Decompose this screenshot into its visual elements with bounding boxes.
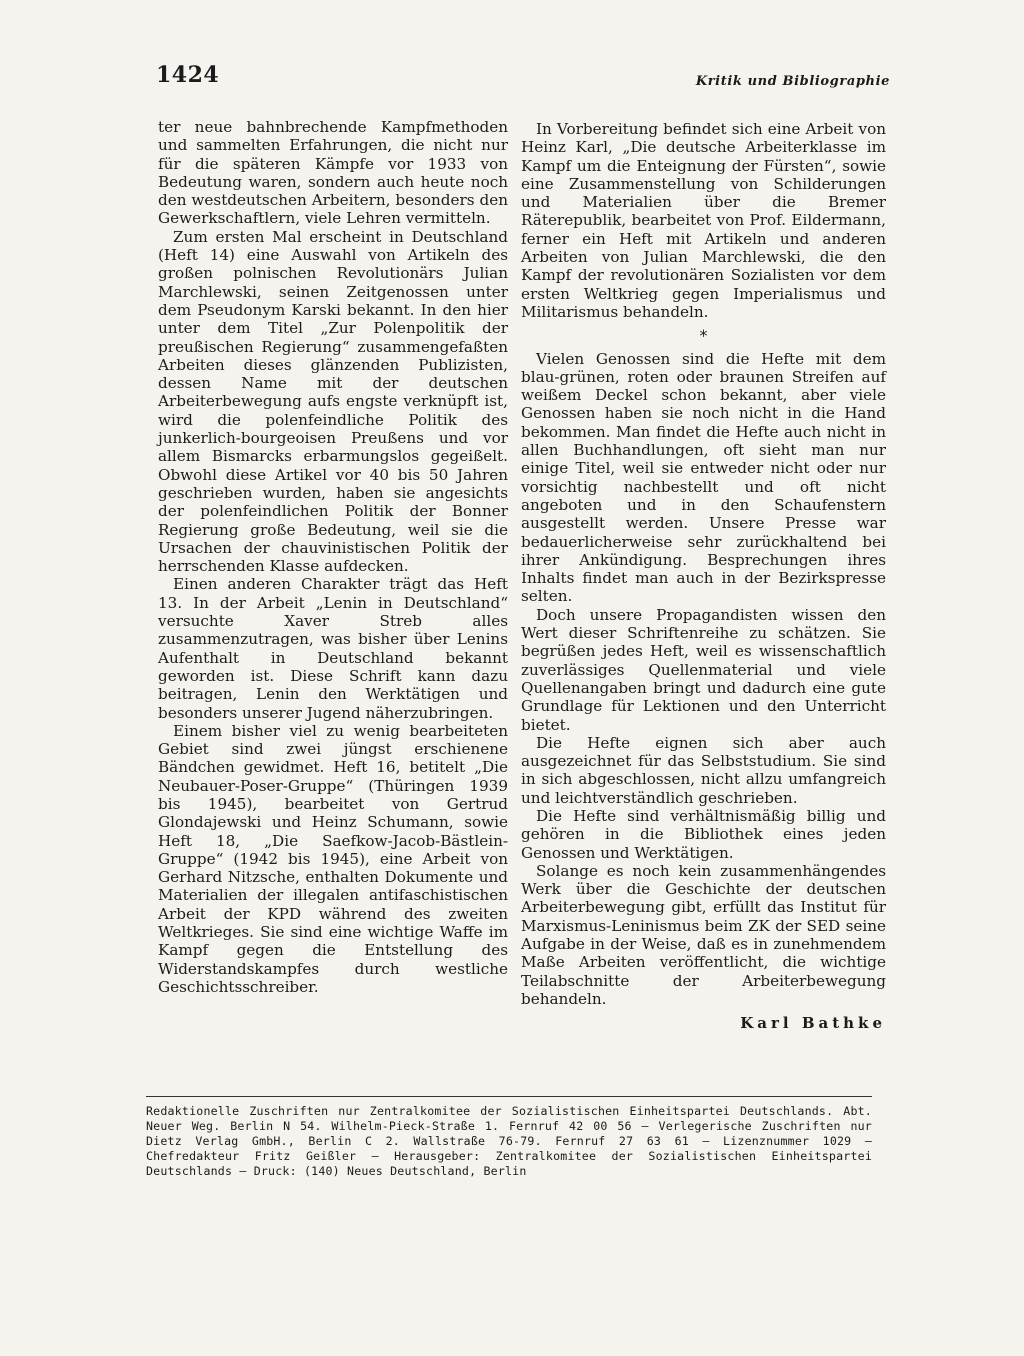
paragraph: Solange es noch kein zusammenhängendes Werk über die Geschichte der deutschen Arbeiterbewegung gibt, erfüllt das Institut für Marxismus-Leninismus beim ZK der SED seine Aufgabe in der Weise, daß es in zunehmendem Maße Arbeiten veröffentlicht, die wichtige Teilabschnitte der Arbeiterbewegung behandeln. — [521, 861, 886, 1008]
paragraph: Die Hefte sind verhältnismäßig billig und gehören in die Bibliothek eines jeden Genossen und Werktätigen. — [521, 806, 886, 862]
imprint: Redaktionelle Zuschriften nur Zentralkomitee der Sozialistischen Einheitspartei Deutschlands. Abt. Neuer Weg. Berlin N 54. Wilhelm-Pieck-Straße 1. Fernruf 42 00 56 – Verlegerische Zuschriften nur Dietz Verlag GmbH., Berlin C 2. Wallstraße 76-79. Fernruf 27 63 61 – Lizenznummer 1029 – Chefredakteur Fritz Geißler – Herausgeber: Zentralkomitee der Sozialistischen Einheitspartei Deutschlands – Druck: (140) Neues Deutschland, Berlin — [146, 1104, 872, 1178]
section-title: Kritik und Bibliographie — [695, 74, 890, 89]
paragraph: Einem bisher viel zu wenig bearbeiteten Gebiet sind zwei jüngst erschienene Bändchen gewidmet. Heft 16, betitelt „Die Neubauer-Poser-Gruppe“ (Thüringen 1939 bis 1945), bearbeitet von Gertrud Glondajewski und Heinz Schumann, sowie Heft 18, „Die Saefkow-Jacob-Bästlein-Gruppe“ (1942 bis 1945), eine Arbeit von Gerhard Nitzsche, enthalten Dokumente und Materialien der illegalen antifaschistischen Arbeit der KPD während des zweiten Weltkrieges. Sie sind eine wichtige Waffe im Kampf gegen die Entstellung des Widerstandskampfes durch westliche Geschichtsschreiber. — [158, 721, 508, 996]
paragraph: Die Hefte eignen sich aber auch ausgezeichnet für das Selbststudium. Sie sind in sich abgeschlossen, nicht allzu umfangreich und leichtverständlich geschrieben. — [521, 733, 886, 807]
paragraph: In Vorbereitung befindet sich eine Arbeit von Heinz Karl, „Die deutsche Arbeiterklasse im Kampf um die Enteignung der Fürsten“, sowie eine Zusammenstellung von Schilderungen und Materialien über die Bremer Räterepublik, bearbeitet von Prof. Eildermann, ferner ein Heft mit Artikeln und anderen Arbeiten von Julian Marchlewski, die den Kampf der revolutionären Sozialisten vor dem ersten Weltkrieg gegen Imperialismus und Militarismus behandeln. — [521, 120, 886, 321]
paragraph: Doch unsere Propagandisten wissen den Wert dieser Schriftenreihe zu schätzen. Sie begrüßen jedes Heft, weil es wissenschaftlich zuverlässiges Quellenmaterial und viele Quellenangaben bringt und dadurch eine gute Grundlage für Lektionen und den Unterricht bietet. — [521, 605, 886, 734]
left-column — [158, 118, 508, 996]
right-column — [521, 120, 886, 1033]
footer-rule — [146, 1096, 872, 1097]
paragraph: Zum ersten Mal erscheint in Deutschland (Heft 14) eine Auswahl von Artikeln des großen polnischen Revolutionärs Julian Marchlewski, seinen Zeitgenossen unter dem Pseudonym Karski bekannt. In den hier unter dem Titel „Zur Polenpolitik der preußischen Regierung“ zusammengefaßten Arbeiten dieses glänzenden Publizisten, dessen Name mit der deutschen Arbeiterbewegung aufs engste verknüpft ist, wird die polenfeindliche Politik des junkerlich-bourgeoisen Preußens und vor allem Bismarcks erbarmungslos gegeißelt. Obwohl diese Artikel vor 40 bis 50 Jahren geschrieben wurden, haben sie angesichts der polenfeindlichen Politik der Bonner Regierung große Bedeutung, weil sie die Ursachen der chauvinistischen Politik der herrschenden Klasse aufdecken. — [158, 227, 508, 576]
paragraph: Einen anderen Charakter trägt das Heft 13. In der Arbeit „Lenin in Deutschland“ versuchte Xaver Streb alles zusammenzutragen, was bisher über Lenins Aufenthalt in Deutschland bekannt geworden ist. Diese Schrift kann dazu beitragen, Lenin den Werktätigen und besonders unserer Jugend näherzubringen. — [158, 575, 508, 722]
section-separator: * — [699, 326, 708, 346]
page-number: 1424 — [156, 62, 220, 88]
paragraph: Vielen Genossen sind die Hefte mit dem blau-grünen, roten oder braunen Streifen auf weißem Deckel schon bekannt, aber viele Genossen haben sie noch nicht in die Hand bekommen. Man findet die Hefte auch nicht in allen Buchhandlungen, oft sieht man nur einige Titel, weil sie entweder nicht oder nur vorsichtig nachbestellt und oft nicht angeboten und in den Schaufenstern ausgestellt werden. Unsere Presse war bedauerlicherweise sehr zurückhaltend bei ihrer Ankündigung. Besprechungen ihres Inhalts findet man auch in der Bezirkspresse selten. — [521, 349, 886, 606]
author-signature: Karl Bathke — [740, 1014, 886, 1033]
paragraph: ter neue bahnbrechende Kampfmethoden und sammelten Erfahrungen, die nicht nur für die späteren Kämpfe vor 1933 von Bedeutung waren, sondern auch heute noch den westdeutschen Arbeitern, besonders den Gewerkschaftlern, viele Lehren vermitteln. — [158, 118, 508, 228]
